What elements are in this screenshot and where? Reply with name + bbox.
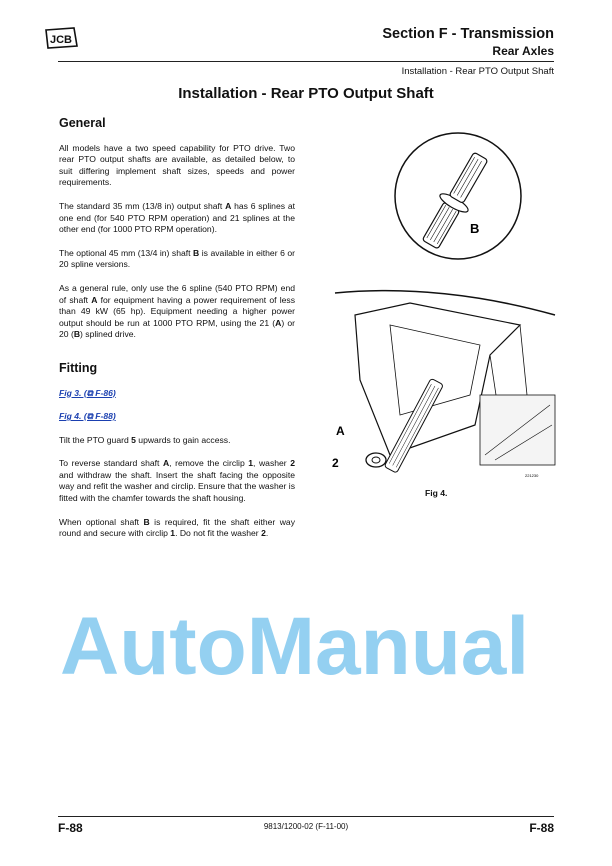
page-title: Installation - Rear PTO Output Shaft — [178, 85, 434, 102]
breadcrumb: Installation - Rear PTO Output Shaft — [401, 66, 554, 77]
header-divider — [58, 61, 554, 62]
figure-code: 221230 — [525, 473, 539, 478]
paragraph-text: ) or 20 ( — [59, 317, 296, 340]
paragraph-text: The optional 45 mm (13/4 in) shaft — [59, 247, 194, 258]
fig4-link[interactable]: Fig 4. (⧉ F-88) — [59, 411, 116, 422]
reference-label: A — [91, 294, 98, 305]
reference-label: 2 — [290, 458, 295, 469]
paragraph-text: upwards to gain access. — [135, 434, 231, 445]
section-title: Section F - Transmission — [382, 26, 554, 42]
paragraph-text: To reverse standard shaft — [59, 458, 163, 469]
shaft-b-illustration — [392, 130, 524, 262]
reference-label: B — [193, 247, 200, 258]
paragraph-text: When optional shaft — [59, 516, 144, 527]
general-paragraph — [59, 201, 295, 236]
reference-label: B — [73, 329, 81, 340]
paragraph-text: is required, fit the shaft either way round and secure with circlip — [59, 516, 295, 539]
general-heading: General — [59, 116, 106, 130]
reference-label: A — [162, 458, 170, 469]
section-subtitle: Rear Axles — [492, 44, 554, 58]
label-2: 2 — [332, 456, 339, 470]
fitting-heading: Fitting — [59, 360, 98, 375]
label-a: A — [336, 424, 345, 438]
reference-label: 2 — [261, 528, 266, 539]
general-paragraph — [59, 248, 295, 271]
watermark: AutoManual — [60, 601, 530, 692]
svg-text:JCB: JCB — [49, 34, 73, 46]
paragraph-text: , washer — [253, 458, 291, 469]
fitting-paragraph — [59, 435, 295, 447]
fig3-link[interactable]: Fig 3. (⧉ F-86) — [59, 387, 116, 398]
general-paragraph — [59, 143, 295, 189]
paragraph-text: ) splined drive. — [80, 329, 136, 340]
footer-divider — [58, 816, 554, 817]
fitting-paragraph — [59, 458, 295, 504]
paragraph-text: The standard 35 mm (13/8 in) output shaft — [59, 200, 226, 211]
reference-label: A — [275, 317, 282, 328]
paragraph-text: All models have a two speed capability for PTO drive. Two rear PTO output shafts are available, as detailed below, to suit differing implement shaft sizes, speeds and power requirements. — [59, 142, 295, 188]
paragraph-text: for equipment having a power requirement of less than 49 kW (65 hp). Equipment needing a higher power output should be run at 1000 PTO RPM, using the 21 ( — [59, 294, 295, 328]
footer-doc-code: 9813/1200-02 (F-11-00) — [263, 822, 349, 831]
paragraph-text: , remove the circlip — [169, 458, 249, 469]
reference-label: A — [225, 200, 232, 211]
reference-label: B — [143, 516, 150, 527]
general-paragraph — [59, 283, 295, 341]
fitting-paragraph — [59, 517, 295, 540]
figure-caption: Fig 4. — [425, 488, 448, 498]
pto-guard-illustration — [330, 285, 560, 480]
paragraph-text: has 6 splines at one end (for 540 PTO RPM operation) and 21 splines at the other end (for 1000 PTO RPM operation). — [59, 200, 295, 235]
paragraph-text: Tilt the PTO guard — [59, 434, 132, 445]
reference-label: 1 — [170, 528, 176, 539]
footer-page-right: F-88 — [529, 821, 554, 835]
jcb-logo — [44, 27, 78, 49]
paragraph-text: . — [265, 528, 269, 539]
paragraph-text: and withdraw the shaft. Insert the shaft facing the opposite way and refit the washer and circlip. Ensure that the washer is fitted with the chamfer towards the shaft housing. — [59, 469, 295, 504]
footer-page-left: F-88 — [58, 821, 83, 835]
paragraph-text: is available in either 6 or 20 spline versions. — [59, 247, 295, 270]
reference-label: 1 — [248, 458, 254, 469]
paragraph-text: . Do not fit the washer — [175, 528, 262, 539]
label-b: B — [470, 221, 480, 236]
text-column — [59, 118, 295, 552]
reference-label: 5 — [131, 434, 136, 445]
paragraph-text: As a general rule, only use the 6 spline (540 PTO RPM) end of shaft — [59, 282, 295, 305]
